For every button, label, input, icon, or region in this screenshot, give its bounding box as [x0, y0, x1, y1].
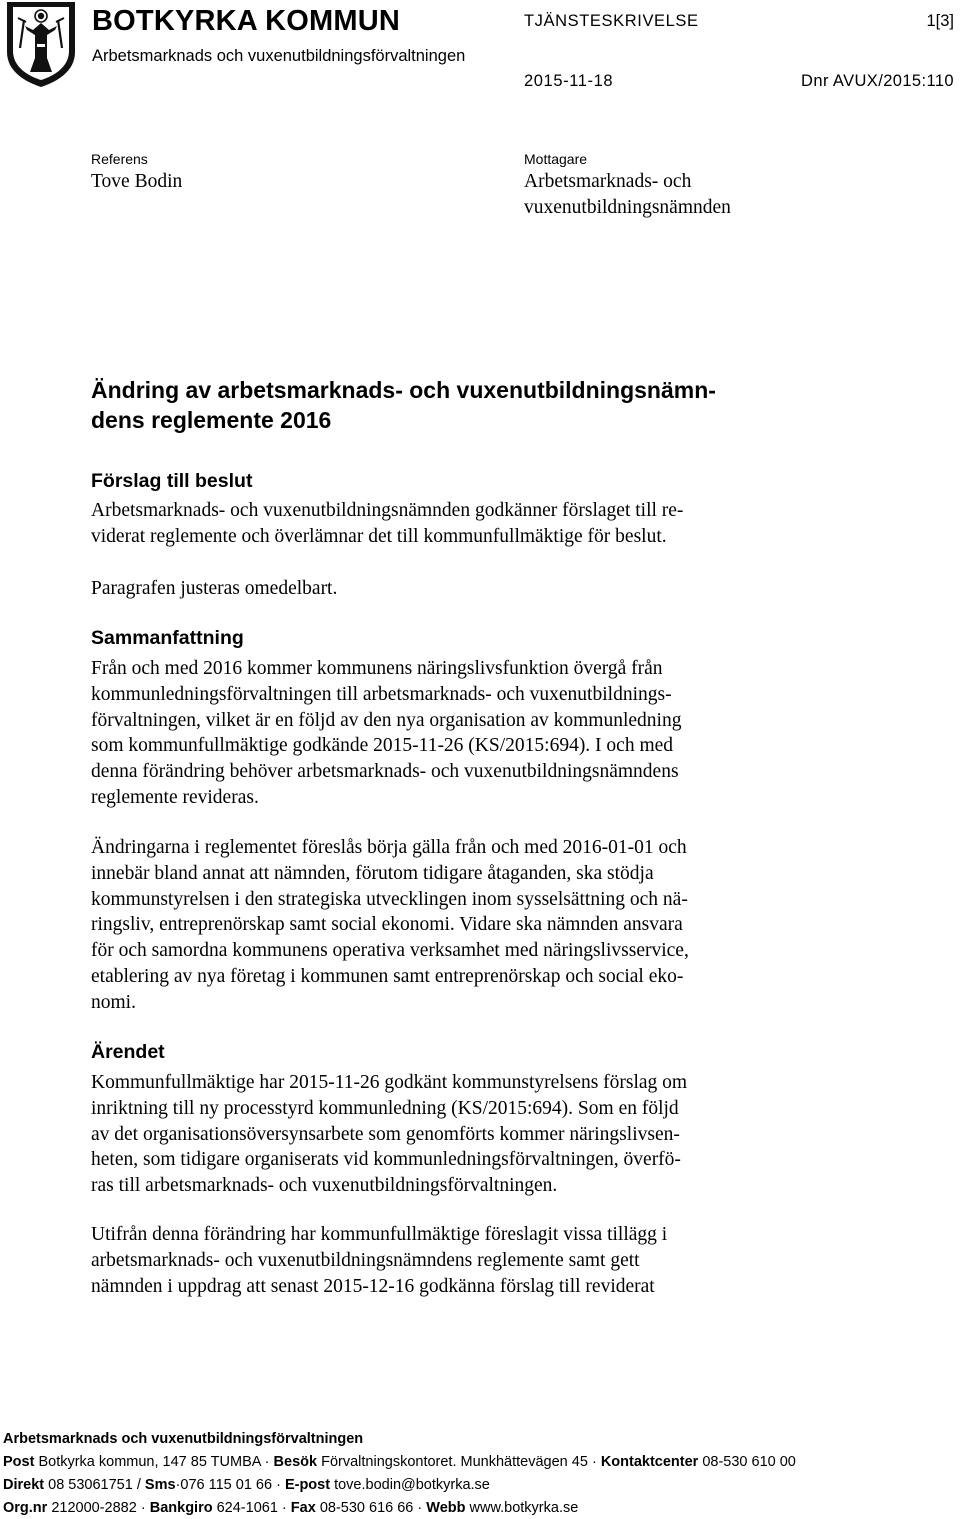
org-name: BOTKYRKA KOMMUN: [92, 5, 401, 37]
footer-line-2: [3, 1476, 490, 1495]
footer-line-1: [3, 1453, 796, 1472]
recipient-line: Arbetsmarknads- och: [524, 171, 692, 192]
text-line: denna förändring behöver arbetsmarknads- och vuxenutbildningsnämndens: [91, 761, 679, 783]
document-date: 2015-11-18: [524, 72, 614, 90]
visit-address: Förvaltningskontoret. Munkhättevägen 45: [321, 1454, 588, 1470]
post-address: Botkyrka kommun, 147 85 TUMBA: [38, 1454, 261, 1470]
separator-dot: ·: [417, 1500, 423, 1516]
recipient-line: vuxenutbildningsnämnden: [524, 197, 731, 218]
text-line: för och samordna kommunens operativa verksamhet med näringslivsservice,: [91, 940, 689, 962]
direct-phone: 08 53061751 /: [48, 1477, 141, 1493]
separator-dot: ·: [264, 1454, 270, 1470]
page-number: 1[3]: [926, 12, 954, 30]
fax-label: Fax: [290, 1500, 316, 1516]
separator-dot: ·: [276, 1477, 281, 1493]
bankgiro-number: 624-1061: [216, 1500, 278, 1516]
recipient-label: Mottagare: [524, 151, 588, 167]
text-line: Arbetsmarknads- och vuxenutbildningsnämnden godkänner förslaget till re-: [91, 500, 684, 521]
text-line: Från och med 2016 kommer kommunens näringslivsfunktion övergå från: [91, 658, 663, 679]
text-line: nomi.: [91, 991, 136, 1013]
section-heading-forslag: Förslag till beslut: [91, 470, 253, 492]
contact-phone: 08-530 610 00: [702, 1454, 796, 1470]
text-line: reglemente revideras.: [91, 786, 259, 808]
sms-number: 076 115 01 66: [180, 1477, 273, 1493]
bankgiro-label: Bankgiro: [149, 1500, 213, 1516]
text-line: nämnden i uppdrag att senast 2015-12-16 godkänna förslag till reviderat: [91, 1275, 655, 1297]
epost-label: E-post: [284, 1477, 331, 1493]
separator-dot: ·: [281, 1500, 287, 1516]
text-line: ras till arbetsmarknads- och vuxenutbildningsförvaltningen.: [91, 1175, 558, 1197]
text-line: heten, som tidigare organiserats vid kommunledningsförvaltningen, överfö-: [91, 1149, 681, 1171]
kontakt-label: Kontaktcenter: [600, 1454, 699, 1470]
title-line: Ändring av arbetsmarknads- och vuxenutbildningsnämn-: [91, 377, 716, 403]
text-line: kommunledningsförvaltningen till arbetsmarknads- och vuxenutbildnings-: [91, 683, 672, 705]
footer-line-3: [3, 1499, 578, 1518]
text-line: kommunstyrelsen i den strategiska utvecklingen inom sysselsättning och nä-: [91, 888, 688, 910]
reference-label: Referens: [91, 151, 148, 167]
text-line: som kommunfullmäktige godkände 2015-11-26 (KS/2015:694). I och med: [91, 735, 674, 757]
orgnr-label: Org.nr: [3, 1500, 48, 1516]
text-line: viderat reglemente och överlämnar det till kommunfullmäktige för beslut.: [91, 525, 667, 547]
post-label: Post: [3, 1454, 35, 1470]
sms-label: Sms: [144, 1477, 176, 1493]
website-link[interactable]: www.botkyrka.se: [469, 1500, 579, 1516]
diary-number: Dnr AVUX/2015:110: [801, 72, 954, 90]
text-line: ringsliv, entreprenörskap samt social ekonomi. Vidare ska nämnden ansvara: [91, 914, 683, 936]
separator-dot: ·: [591, 1454, 597, 1470]
text-line: av det organisationsöversynsarbete som genomförts kommer näringslivsen-: [91, 1123, 680, 1145]
text-line: etablering av nya företag i kommunen samt entreprenörskap och social eko-: [91, 965, 684, 987]
besok-label: Besök: [273, 1454, 318, 1470]
document-type: TJÄNSTESKRIVELSE: [524, 12, 699, 30]
recipient-name: [524, 169, 731, 221]
text-line: innebär bland annat att nämnden, förutom tidigare åtaganden, ska stödja: [91, 862, 654, 884]
sammanfattning-paragraph-1: [91, 656, 831, 811]
email-link[interactable]: tove.bodin@botkyrka.se: [334, 1477, 490, 1493]
reference-name: Tove Bodin: [91, 171, 183, 192]
arendet-paragraph-2: [91, 1222, 831, 1299]
text-line: arbetsmarknads- och vuxenutbildningsnämndens reglemente samt gett: [91, 1249, 640, 1271]
org-number: 212000-2882: [51, 1500, 137, 1516]
text-line: Ändringarna i reglementet föreslås börja gälla från och med 2016-01-01 och: [91, 837, 687, 858]
department-name: Arbetsmarknads och vuxenutbildningsförvaltningen: [92, 47, 466, 65]
separator-dot: ·: [175, 1477, 181, 1493]
document-title: [91, 375, 831, 435]
text-line: förvaltningen, vilket är en följd av den nya organisation av kommunledning: [91, 709, 682, 731]
justering-paragraph: Paragrafen justeras omedelbart.: [91, 578, 338, 599]
sammanfattning-paragraph-2: [91, 835, 831, 1016]
section-heading-sammanfattning: Sammanfattning: [91, 627, 244, 649]
municipal-coat-of-arms-logo: [4, 0, 78, 88]
section-heading-arendet: Ärendet: [91, 1041, 165, 1063]
separator-dot: ·: [140, 1500, 146, 1516]
footer-org: Arbetsmarknads och vuxenutbildningsförvaltningen: [3, 1431, 364, 1447]
fax-number: 08-530 616 66: [319, 1500, 414, 1516]
arendet-paragraph-1: [91, 1070, 831, 1199]
forslag-paragraph: [91, 498, 831, 550]
title-line: dens reglemente 2016: [91, 407, 332, 433]
text-line: inriktning till ny processtyrd kommunledning (KS/2015:694). Som en följd: [91, 1097, 679, 1119]
direkt-label: Direkt: [3, 1477, 45, 1493]
webb-label: Webb: [426, 1500, 466, 1516]
text-line: Kommunfullmäktige har 2015-11-26 godkänt kommunstyrelsens förslag om: [91, 1072, 688, 1093]
text-line: Utifrån denna förändring har kommunfullmäktige föreslagit vissa tillägg i: [91, 1224, 668, 1245]
